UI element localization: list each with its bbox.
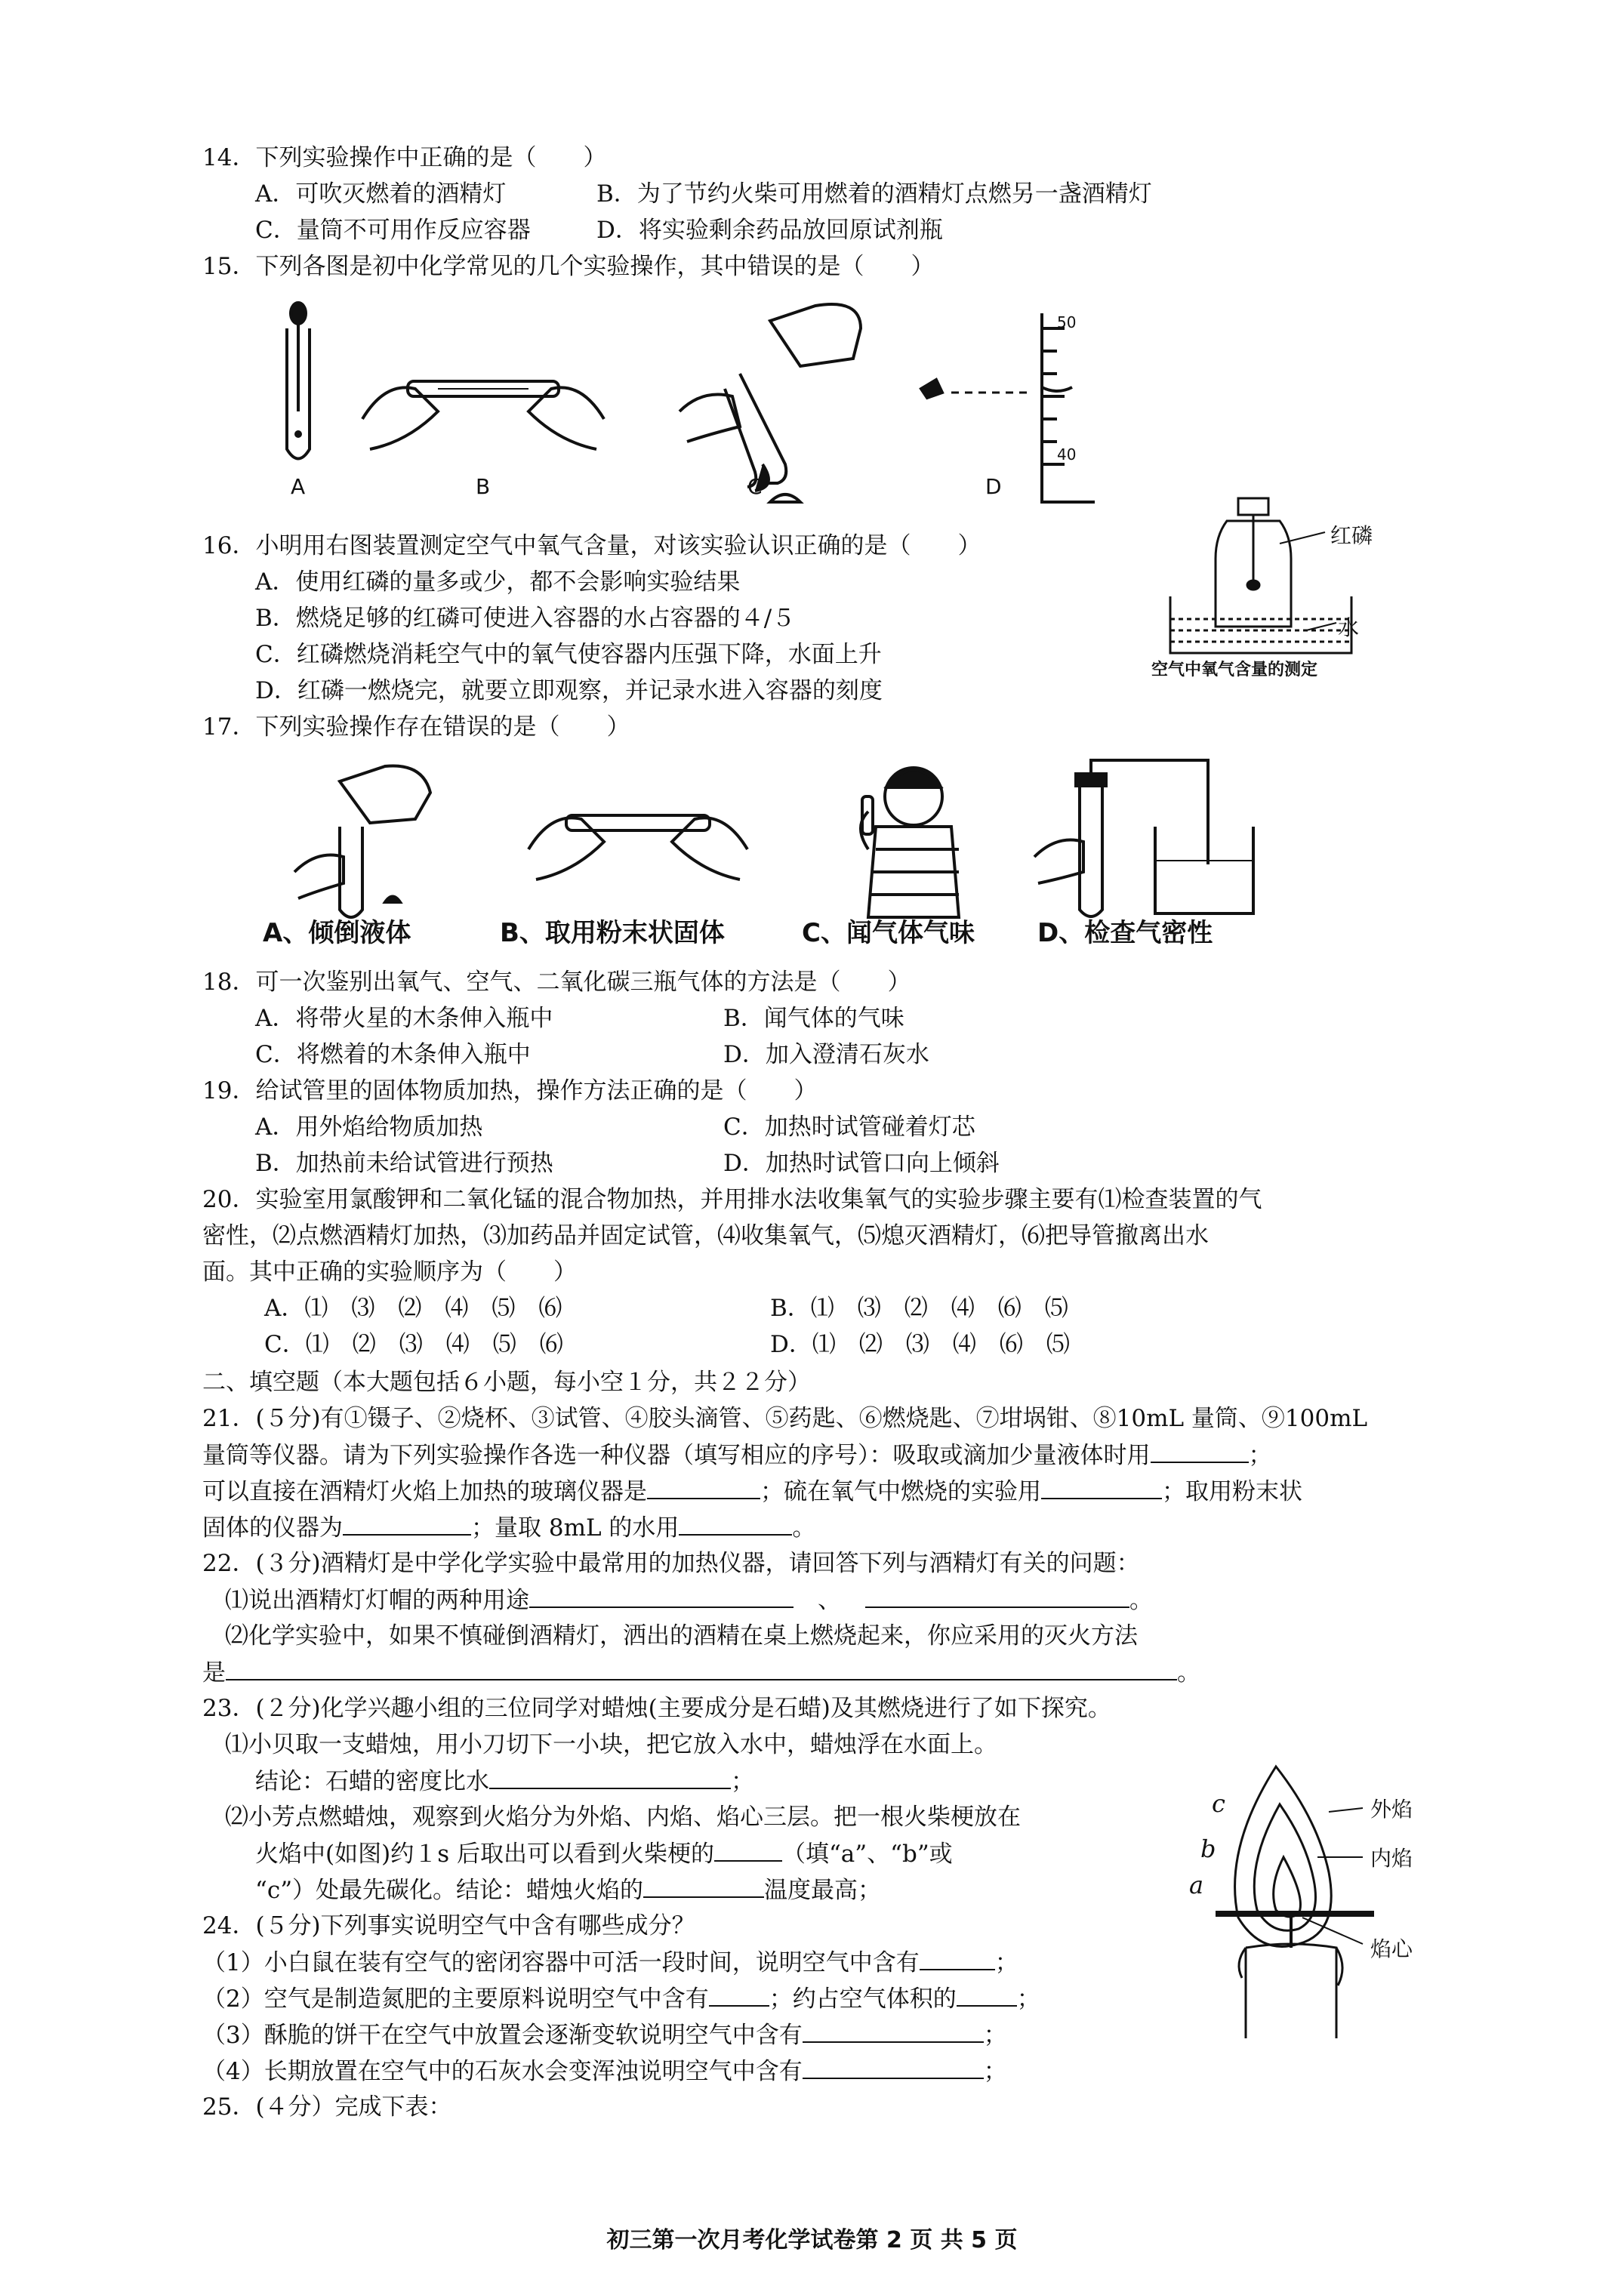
q21-blank-3[interactable] (1041, 1474, 1162, 1499)
q23-line3-text: 结论：石蜡的密度比水 (255, 1768, 489, 1795)
q16-figure-caption: 空气中氧气含量的测定 (1151, 661, 1318, 679)
q24-line3-text-a: （2）空气是制造氮肥的主要原料说明空气中含有 (202, 1985, 709, 2013)
q14-option-c: C．量筒不可用作反应容器 (255, 217, 531, 244)
q16-label-water: 水 (1338, 615, 1360, 640)
q23-label-outer-flame: 外焰 (1370, 1797, 1413, 1822)
q23-blank-1[interactable] (489, 1764, 731, 1789)
q15-scale-bottom: 40 (1057, 445, 1077, 464)
q21-blank-5[interactable] (679, 1510, 792, 1536)
q23-label-b: b (1200, 1834, 1216, 1863)
q23-label-inner-flame: 内焰 (1370, 1846, 1413, 1871)
q23-candle-flame-figure (1178, 1759, 1434, 2046)
q19-stem: 19．给试管里的固体物质加热，操作方法正确的是（ ） (202, 1077, 818, 1104)
q23-line6-text-b: 温度最高； (764, 1877, 882, 1904)
q14-stem: 14．下列实验操作中正确的是（ ） (202, 144, 607, 171)
q23-label-a: a (1189, 1871, 1204, 1899)
q23-line5 (255, 1836, 953, 1871)
q20-line2: 密性，⑵点燃酒精灯加热，⑶加药品并固定试管，⑷收集氧气，⑸熄灭酒精灯，⑹把导管撤离出水 (202, 1222, 1209, 1249)
q17-caption-c: C、闻气体气味 (802, 918, 975, 948)
q23-line1: 23．(２分)化学兴趣小组的三位同学对蜡烛(主要成分是石蜡)及其燃烧进行了如下探究。 (202, 1695, 1111, 1722)
q15-stem: 15．下列各图是初中化学常见的几个实验操作，其中错误的是（ ） (202, 253, 935, 280)
q17-fig-d-airtight (1034, 760, 1253, 916)
q21-line2 (202, 1437, 1272, 1473)
q15-label-a: A (291, 474, 306, 499)
q22-blank-2[interactable] (865, 1582, 1129, 1608)
q17-caption-a: A、倾倒液体 (263, 918, 411, 948)
q20-option-c: C．⑴ ⑵ ⑶ ⑷ ⑸ ⑹ (264, 1331, 563, 1358)
q15-fig-d-reading (921, 313, 1095, 502)
q24-line5-text: （4）长期放置在空气中的石灰水会变浑浊说明空气中含有 (202, 2058, 803, 2085)
q21-line4-text-a: 固体的仪器为 (202, 1514, 343, 1542)
q24-line4-end: ； (983, 2022, 1007, 2049)
q20-option-b: B．⑴ ⑶ ⑵ ⑷ ⑹ ⑸ (770, 1295, 1068, 1322)
q15-label-c: C (747, 474, 763, 499)
q23-line4: ⑵小芳点燃蜡烛，观察到火焰分为外焰、内焰、焰心三层。把一根火柴梗放在 (225, 1804, 1021, 1831)
q24-line3-text-b: ；约占空气体积的 (769, 1985, 957, 2013)
q21-line4-text-b: ；量取 8mL 的水用 (471, 1514, 679, 1542)
q21-blank-1[interactable] (1151, 1437, 1249, 1463)
q20-option-d: D．⑴ ⑵ ⑶ ⑷ ⑹ ⑸ (770, 1331, 1070, 1358)
q23-line6-text-a: “c”）处最先碳化。结论：蜡烛火焰的 (255, 1877, 644, 1904)
q22-line2-text: ⑴说出酒精灯灯帽的两种用途 (225, 1587, 529, 1614)
q16-option-d: D．红磷一燃烧完，就要立即观察，并记录水进入容器的刻度 (255, 677, 883, 704)
q24-line5 (202, 2053, 1007, 2089)
q21-line3-text-a: 可以直接在酒精灯火焰上加热的玻璃仪器是 (202, 1478, 647, 1505)
q16-apparatus-figure (1155, 491, 1374, 672)
q24-blank-3[interactable] (957, 1981, 1017, 2007)
q22-line1: 22．(３分)酒精灯是中学化学实验中最常用的加热仪器，请回答下列与酒精灯有关的问题： (202, 1550, 1140, 1577)
q24-line2-text: （1）小白鼠在装有空气的密闭容器中可活一段时间，说明空气中含有 (202, 1949, 920, 1976)
q22-line4-text: 是 (202, 1659, 226, 1687)
q21-line1: 21．(５分)有①镊子、②烧杯、③试管、④胶头滴管、⑤药匙、⑥燃烧匙、⑦坩埚钳、⑧10mL 量筒、⑨100mL (202, 1405, 1368, 1432)
q23-line6 (255, 1872, 881, 1908)
q23-line3 (255, 1764, 754, 1799)
q14-option-d: D．将实验剩余药品放回原试剂瓶 (596, 217, 943, 244)
q15-fig-c-pouring (679, 304, 861, 502)
q15-scale-top: 50 (1057, 313, 1077, 331)
q15-fig-b-hands (362, 381, 604, 449)
q23-blank-3[interactable] (643, 1872, 764, 1898)
q24-line2 (202, 1945, 1018, 1980)
q24-blank-2[interactable] (709, 1981, 769, 2007)
q18-option-a: A．将带火星的木条伸入瓶中 (255, 1005, 553, 1032)
q21-line3 (202, 1474, 1302, 1509)
q19-option-c: C．加热时试管碰着灯芯 (723, 1114, 975, 1141)
q17-fig-c-boy (861, 768, 959, 917)
q24-blank-4[interactable] (803, 2017, 984, 2043)
q20-line1: 20．实验室用氯酸钾和二氧化锰的混合物加热，并用排水法收集氧气的实验步骤主要有⑴检查装置的气 (202, 1186, 1262, 1213)
q24-line3-end: ； (1016, 1985, 1040, 2013)
q21-blank-4[interactable] (343, 1510, 471, 1536)
q18-stem: 18．可一次鉴别出氧气、空气、二氧化碳三瓶气体的方法是（ ） (202, 969, 911, 996)
q21-blank-2[interactable] (647, 1474, 760, 1499)
q24-line1: 24．(５分)下列事实说明空气中含有哪些成分？ (202, 1912, 695, 1939)
q25-line1: 25．(４分）完成下表： (202, 2093, 452, 2121)
q22-line4 (202, 1655, 1200, 1690)
q15-fig-a-dropper (287, 303, 310, 459)
q17-fig-a-pouring (294, 766, 430, 917)
q16-option-c: C．红磷燃烧消耗空气中的氧气使容器内压强下降，水面上升 (255, 641, 882, 668)
q22-line2 (225, 1582, 1153, 1618)
q19-option-b: B．加热前未给试管进行预热 (255, 1150, 553, 1177)
q22-line3: ⑵化学实验中，如果不慎碰倒酒精灯，洒出的酒精在桌上燃烧起来，你应采用的灭火方法 (225, 1622, 1138, 1650)
q23-line5-text-b: （填“a”、“b”或 (781, 1841, 953, 1868)
q21-line4 (202, 1510, 815, 1545)
q14-option-b: B．为了节约火柴可用燃着的酒精灯点燃另一盏酒精灯 (596, 180, 1152, 208)
q21-line2-text: 量筒等仪器。请为下列实验操作各选一种仪器（填写相应的序号）：吸取或滴加少量液体时用 (202, 1442, 1151, 1469)
q17-figure (272, 751, 1299, 932)
q18-option-b: B．闻气体的气味 (723, 1005, 904, 1032)
q17-caption-d: D、检查气密性 (1037, 918, 1213, 948)
q23-line3-end: ； (731, 1768, 754, 1795)
q22-line2-separator: 、 (818, 1587, 841, 1614)
q24-line4-text: （3）酥脆的饼干在空气中放置会逐渐变软说明空气中含有 (202, 2022, 803, 2049)
q19-option-a: A．用外焰给物质加热 (255, 1114, 483, 1141)
q15-label-d: D (985, 474, 1002, 499)
q22-blank-1[interactable] (529, 1582, 794, 1608)
q15-label-b: B (476, 474, 491, 499)
q22-line4-end: 。 (1177, 1659, 1200, 1687)
page-footer: 初三第一次月考化学试卷第 2 页 共 5 页 (606, 2227, 1018, 2253)
q17-fig-b-hands (528, 815, 747, 879)
q15-figure (257, 298, 1102, 517)
q17-stem: 17．下列实验操作存在错误的是（ ） (202, 713, 630, 741)
q23-line5-text-a: 火焰中(如图)约１s 后取出可以看到火柴梗的 (255, 1841, 714, 1868)
q23-blank-2[interactable] (714, 1836, 782, 1862)
q21-line3-text-c: ；取用粉末状 (1162, 1478, 1302, 1505)
q17-caption-b: B、取用粉末状固体 (500, 918, 725, 948)
q23-line2: ⑴小贝取一支蜡烛，用小刀切下一小块，把它放入水中，蜡烛浮在水面上。 (225, 1731, 997, 1758)
q19-option-d: D．加热时试管口向上倾斜 (723, 1150, 1000, 1177)
q18-option-c: C．将燃着的木条伸入瓶中 (255, 1041, 531, 1068)
q20-option-a: A．⑴ ⑶ ⑵ ⑷ ⑸ ⑹ (264, 1295, 562, 1322)
q22-line2-end: 。 (1129, 1587, 1153, 1614)
q24-blank-1[interactable] (920, 1945, 995, 1970)
q14-option-a: A．可吹灭燃着的酒精灯 (255, 180, 507, 208)
q16-option-b: B．燃烧足够的红磷可使进入容器的水占容器的４/５ (255, 605, 796, 632)
q21-line4-text-c: 。 (792, 1514, 816, 1542)
q16-label-phosphorus: 红磷 (1330, 523, 1373, 548)
q21-line3-text-b: ；硫在氧气中燃烧的实验用 (760, 1478, 1041, 1505)
q23-label-flame-core: 焰心 (1370, 1936, 1413, 1961)
q20-line3: 面。其中正确的实验顺序为（ ） (202, 1258, 577, 1286)
q24-blank-5[interactable] (803, 2053, 984, 2079)
q16-option-a: A．使用红磷的量多或少，都不会影响实验结果 (255, 568, 741, 596)
q22-blank-3[interactable] (226, 1655, 1177, 1680)
q24-line4 (202, 2017, 1007, 2053)
q24-line5-end: ； (983, 2058, 1007, 2085)
section-2-heading: 二、填空题（本大题包括６小题，每小空１分，共２２分） (202, 1369, 811, 1396)
q23-label-c: c (1212, 1789, 1225, 1818)
q21-line2-end: ； (1248, 1442, 1272, 1469)
q16-stem: 16．小明用右图装置测定空气中氧气含量，对该实验认识正确的是（ ） (202, 532, 981, 559)
q24-line2-end: ； (994, 1949, 1018, 1976)
q18-option-d: D．加入澄清石灰水 (723, 1041, 929, 1068)
q24-line3 (202, 1981, 1040, 2016)
